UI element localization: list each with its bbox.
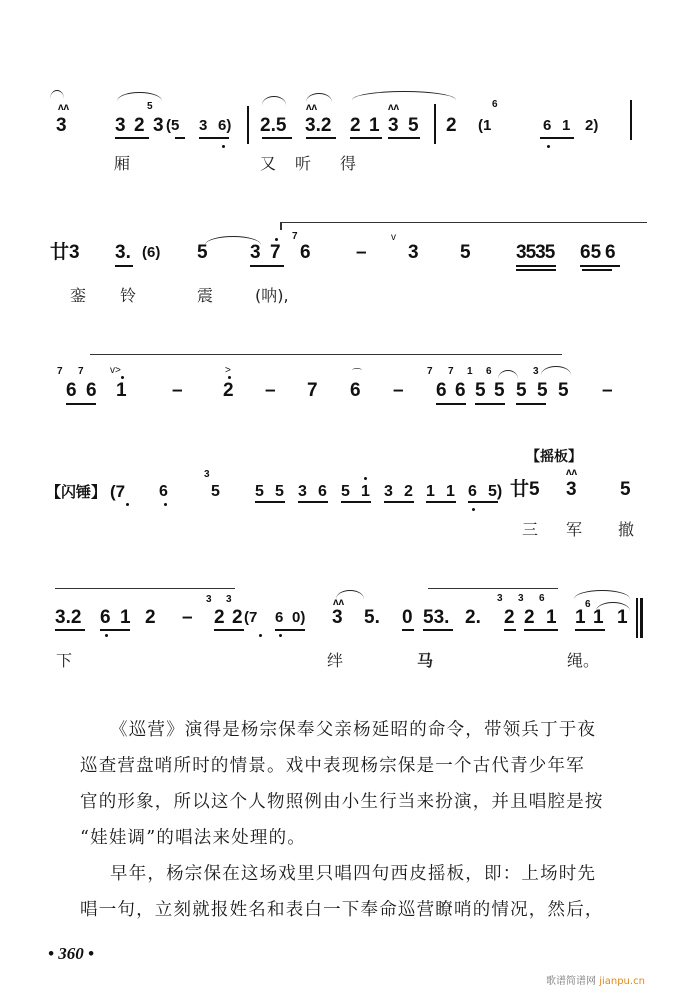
grace-note: 3 — [226, 594, 232, 605]
dash: – — [182, 607, 193, 628]
note: 6 — [318, 483, 327, 500]
note: 1 — [575, 607, 586, 628]
grace-note: 3 — [204, 469, 210, 480]
note: 3 — [115, 115, 126, 136]
note: 1 — [426, 483, 435, 500]
tempo-prefix: 廿3 — [50, 242, 80, 263]
note: 2 — [214, 607, 225, 628]
lyric: 又 — [260, 154, 277, 173]
lyric: 绊 — [327, 651, 344, 670]
note: 3535 — [516, 242, 555, 263]
note: 2 — [145, 607, 156, 628]
note: 7 — [307, 380, 318, 401]
note: 1 — [446, 483, 455, 500]
note: 5 — [255, 483, 264, 500]
note: 1 — [361, 483, 370, 500]
note: (7 — [110, 482, 126, 501]
note: 6 — [455, 380, 466, 401]
note: 5 — [408, 115, 419, 136]
note: 1 — [116, 380, 127, 401]
lyric: 马 — [417, 651, 434, 670]
note: 3.2 — [55, 607, 82, 628]
note: 5 — [341, 483, 350, 500]
dash: – — [393, 380, 404, 401]
note: 5 — [197, 242, 208, 263]
lyric: 撤 — [618, 520, 635, 539]
note: 3 — [388, 115, 399, 136]
grace-note: 6 — [492, 99, 498, 110]
watermark-cn: 歌谱简谱网 — [546, 976, 596, 987]
note: 3 — [153, 115, 164, 136]
note: (1 — [478, 117, 492, 134]
lyric: 军 — [566, 520, 583, 539]
note: 5 — [516, 380, 527, 401]
lyric: 绳。 — [567, 651, 600, 670]
percussion-label: 【闪锤】 — [46, 483, 107, 501]
paragraph-line: 官的形象，所以这个人物照例由小生行当来扮演，并且唱腔是按 — [80, 792, 604, 812]
note: 6 — [66, 380, 77, 401]
note: 3.2 — [305, 115, 332, 136]
grace-note: 7 — [57, 366, 63, 377]
paragraph-line: 巡查营盘哨所时的情景。戏中表现杨宗保是一个古代青少年军 — [80, 756, 585, 776]
grace-note: 3 — [533, 366, 539, 377]
note: 2 — [504, 607, 515, 628]
note: 5 — [494, 380, 505, 401]
note: 3 — [384, 483, 393, 500]
note: 2) — [585, 117, 599, 134]
note: 1 — [617, 607, 628, 628]
dash: – — [265, 380, 276, 401]
note: 6 — [350, 380, 361, 401]
note: 3 — [298, 483, 307, 500]
lyric: 厢 — [114, 154, 131, 173]
note: 6 — [86, 380, 97, 401]
grace-note: 7 — [427, 366, 433, 377]
note: 6 — [468, 483, 477, 500]
grace-note: 7 — [292, 231, 298, 242]
note: (7 — [244, 609, 258, 626]
grace-note: 3 — [518, 593, 524, 604]
note: 3 — [199, 117, 208, 134]
paragraph-line: 《巡营》演得是杨宗保奉父亲杨延昭的命令，带领兵丁于夜 — [110, 720, 597, 740]
accent-mark: > — [225, 365, 231, 376]
note: 5. — [364, 607, 380, 628]
note: 0 — [402, 607, 413, 628]
note: 6 — [300, 242, 311, 263]
barline — [247, 106, 249, 144]
note: 6 — [543, 117, 552, 134]
note: 2 — [446, 115, 457, 136]
note: 5 — [558, 380, 569, 401]
note: 6 — [275, 609, 284, 626]
paragraph-line: “娃娃调”的唱法来处理的。 — [80, 828, 306, 848]
note: 1 — [562, 117, 571, 134]
lyric: 三 — [522, 520, 539, 539]
dash: – — [602, 380, 613, 401]
note: 2. — [465, 607, 481, 628]
score-page: ʌʌ 3 3 2 5 3 (5 3 6) 2.5 ʌʌ 3.2 2 1 ʌʌ 3 5 2 (1 6 6 1 2) 厢 又 听 得 廿3 3. (6) 5 3 7 7 6 – v 3 5 3535 65 6 銮 铃 震 (呐), 7 7 6 6 v> 1 – > 2 – 7 ⌒ 6 – 7 7 1 6 3 6 6 5 5 5 5 5 – 【摇板】 【闪锤】 (7 6 3 5 5 5 3 6 5 1 3 2 1 1 6 5) 廿5 ʌʌ 3 5 三 军 撤 3.2 6 1 2 – 3 3 2 2 (7 6 0) ʌʌ 3 5. 0 53. 2. 3 3 6 2 2 1 6 1 1 1 下 绊 马 绳。 《巡营》演得是杨宗保奉父亲杨延昭的命令，带领兵丁于夜 巡查营盘哨所时的情景。戏中表现杨宗保是一个古代青少年军 官的形象，所以这个人物照例由小生行当来扮演，并且唱腔是按 “娃娃调”的唱法来处理的。 早年，杨宗保在这场戏里只唱四句西皮摇板，即：上场时先 唱一句，立刻就报姓名和表白一下奉命巡营瞭哨的情况，然后， • 360 • 歌谱简谱网 jianpu.cn — [0, 0, 690, 999]
breath-mark: v — [391, 232, 396, 243]
note: 5 — [275, 483, 284, 500]
watermark — [546, 972, 645, 987]
note: 6 — [605, 242, 616, 263]
paragraph-line: 早年，杨宗保在这场戏里只唱四句西皮摇板，即：上场时先 — [110, 864, 597, 884]
grace-note: 5 — [147, 101, 153, 112]
watermark-url: jianpu.cn — [599, 976, 645, 987]
note: 3 — [56, 115, 67, 136]
note: 5 — [460, 242, 471, 263]
lyric: 銮 — [70, 286, 87, 305]
note: 3 — [408, 242, 419, 263]
note: 2 — [232, 607, 243, 628]
lyric: 下 — [56, 651, 73, 670]
note: 6 — [100, 607, 111, 628]
grace-note: 7 — [78, 366, 84, 377]
grace-note: 1 — [467, 366, 473, 377]
note: 3 — [250, 242, 261, 263]
note: 65 — [580, 242, 602, 263]
grace-note: 3 — [497, 593, 503, 604]
lyric: 听 — [295, 154, 312, 173]
note: 廿5 — [510, 479, 540, 500]
note: 6) — [218, 117, 232, 134]
section-label: 【摇板】 — [526, 449, 582, 465]
note: 3 — [332, 607, 343, 628]
grace-note: 6 — [539, 593, 545, 604]
lyric: 铃 — [120, 286, 137, 305]
dash: – — [356, 242, 367, 263]
paragraph-line: 唱一句，立刻就报姓名和表白一下奉命巡营瞭哨的情况，然后， — [80, 900, 604, 920]
note: 5 — [537, 380, 548, 401]
page-number: • 360 • — [48, 944, 94, 963]
note: 1 — [546, 607, 557, 628]
note: 7 — [270, 242, 281, 263]
final-barline — [636, 598, 638, 638]
note: 2 — [524, 607, 535, 628]
grace-note: 3 — [206, 594, 212, 605]
grace-note: 6 — [486, 366, 492, 377]
note: 2 — [350, 115, 361, 136]
lyric: 得 — [340, 154, 357, 173]
grace-note: 7 — [448, 366, 454, 377]
note: 53. — [423, 607, 450, 628]
note: 6 — [159, 483, 168, 500]
lyric: (呐), — [255, 286, 289, 305]
fermata-mark: ⌒ — [352, 369, 362, 380]
note: (5 — [166, 117, 180, 134]
note: 3 — [566, 479, 577, 500]
note: 5 — [211, 483, 220, 500]
slur — [50, 90, 64, 99]
note: 1 — [120, 607, 131, 628]
grace-note: 6 — [585, 599, 591, 610]
note: 3. — [115, 242, 131, 263]
dash: – — [172, 380, 183, 401]
note: 1 — [593, 607, 604, 628]
note: 2 — [223, 380, 234, 401]
note: 6 — [436, 380, 447, 401]
note: 1 — [369, 115, 380, 136]
accent-mark: v> — [110, 365, 121, 376]
note: 2.5 — [260, 115, 287, 136]
note: 5 — [620, 479, 631, 500]
note: 0) — [292, 609, 306, 626]
note: (6) — [142, 244, 161, 261]
note: 2 — [134, 115, 145, 136]
note: 5) — [488, 483, 503, 500]
lyric: 震 — [197, 286, 214, 305]
note: 2 — [404, 483, 413, 500]
note: 5 — [475, 380, 486, 401]
